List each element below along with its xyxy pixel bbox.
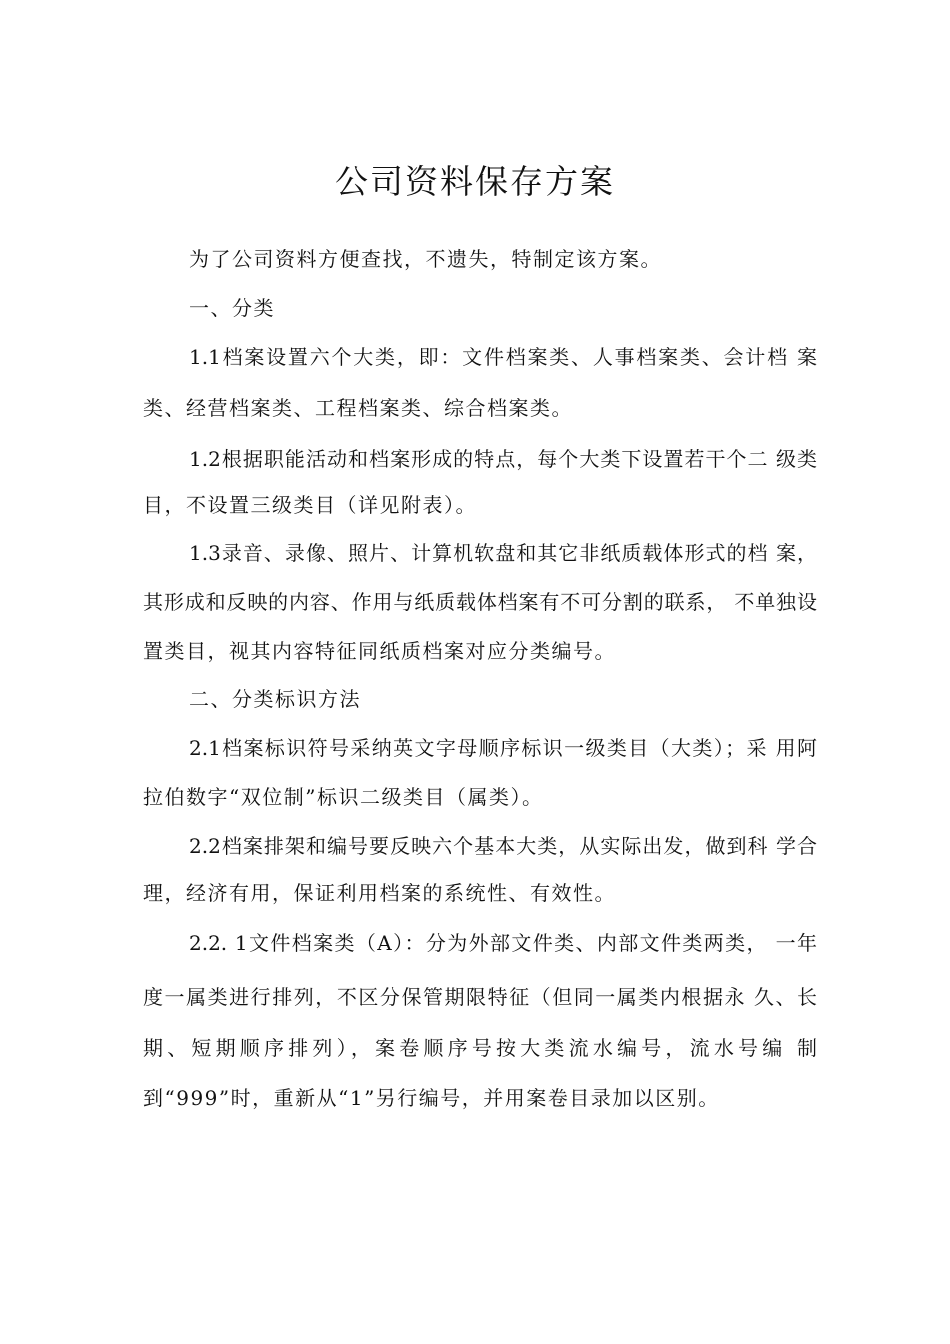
paragraph-line: 期、短期顺序排列），案卷顺序号按大类流水编号，流水号编 制 (143, 1036, 817, 1060)
paragraph-line: 置类目，视其内容特征同纸质档案对应分类编号。 (143, 639, 616, 663)
paragraph-line: 拉伯数字“双位制”标识二级类目（属类）。 (143, 785, 544, 809)
paragraph-line: 1.1档案设置六个大类，即：文件档案类、人事档案类、会计档 案 (189, 345, 817, 369)
paragraph-line: 1.3录音、录像、照片、计算机软盘和其它非纸质载体形式的档 案， (189, 541, 817, 565)
paragraph-line: 2.1档案标识符号采纳英文字母顺序标识一级类目（大类）；采 用阿 (189, 736, 817, 760)
section-heading-classification: 一、分类 (189, 296, 275, 320)
intro-paragraph-line: 为了公司资料方便查找，不遗失，特制定该方案。 (189, 247, 662, 271)
paragraph-line: 度一属类进行排列，不区分保管期限特征（但同一属类内根据永 久、长 (143, 985, 817, 1009)
paragraph-line: 到“999”时，重新从“1”另行编号，并用案卷目录加以区别。 (143, 1086, 720, 1110)
paragraph-line: 目，不设置三级类目（详见附表）。 (143, 493, 477, 517)
paragraph-line: 2.2档案排架和编号要反映六个基本大类，从实际出发，做到科 学合 (189, 834, 817, 858)
paragraph-line: 类、经营档案类、工程档案类、综合档案类。 (143, 396, 573, 420)
paragraph-line: 2.2. 1文件档案类（A）：分为外部文件类、内部文件类两类， 一年 (189, 931, 817, 955)
section-heading-identification: 二、分类标识方法 (189, 687, 361, 711)
paragraph-line: 理，经济有用，保证利用档案的系统性、有效性。 (143, 881, 616, 905)
paragraph-line: 1.2根据职能活动和档案形成的特点，每个大类下设置若干个二 级类 (189, 447, 817, 471)
paragraph-line: 其形成和反映的内容、作用与纸质载体档案有不可分割的联系， 不单独设 (143, 590, 817, 614)
document-title: 公司资料保存方案 (335, 162, 615, 201)
